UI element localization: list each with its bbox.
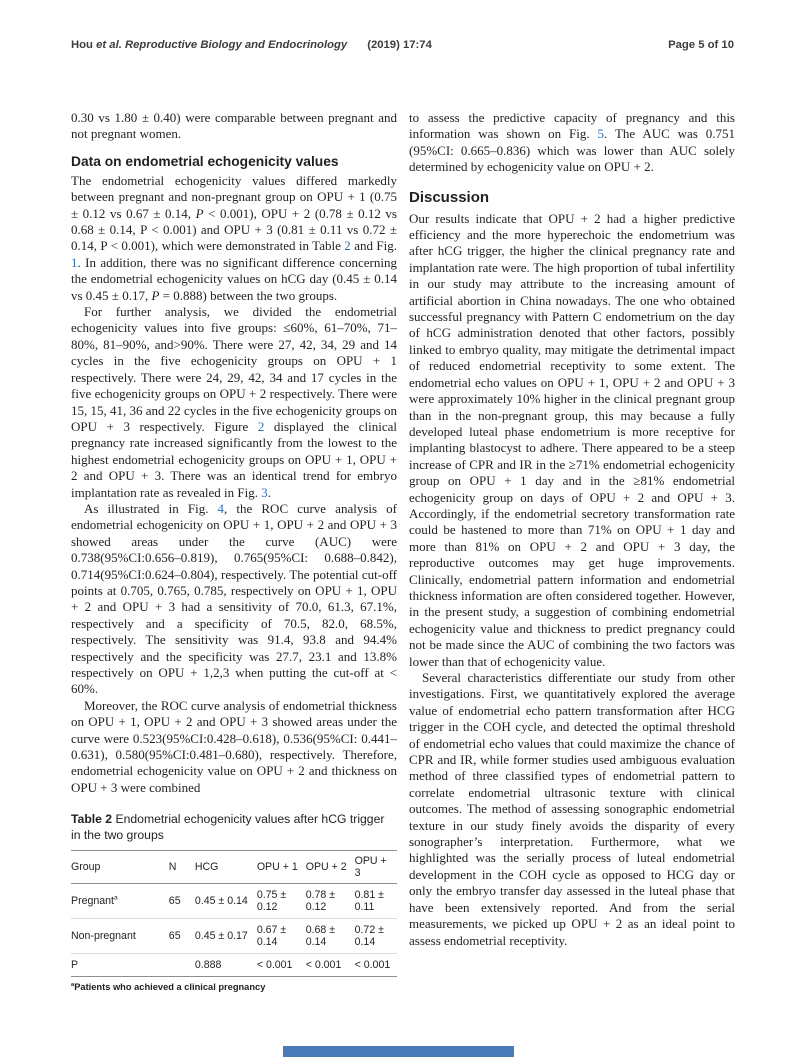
page-header [71, 39, 734, 51]
column-header-hcg: HCG [195, 851, 257, 884]
text-run: Several characteristics differentiate our study from other investigations. First, we quantitatively explored the average value of endometrial echo pattern transformation after HCG trigger in the COH cycle, and detected the optimal threshold of endometrial echo values that could maximize the chance of CPR and IR, while former studies used ambiguous evaluation method of three classified types of endometrial pattern to correlate endometrial ultrasonic texture with clinical outcomes. The method of assessing sonographic endometrial texture in our study finely avoids the disparity of every sonographer’s interpretation. Furthermore, what we highlighted was the serially process of luteal endometrial development in the COH cycle as opposed to HCG day or only the embryo transfer day assessed in the luteal phase that have been extensively reported. And from the serial measurements, we picked up OPU + 2 as an ideal point to assess endometrial receptivity. [409, 670, 735, 948]
paragraph [71, 173, 397, 304]
text-run: P [195, 205, 204, 221]
text-run: The endometrial echogenicity values differed markedly between pregnant and non-pregnant group on OPU + 1 (0.75 ± 0.12 vs 0.67 ± 0.14, [71, 172, 397, 221]
text-run: = 0.888) between the two groups. [159, 287, 338, 303]
text-run: et al. Reproductive Biology and Endocrinology [96, 39, 348, 51]
text-run: . The AUC was 0.751 (95%CI: 0.665–0.836) which was lower than AUC solely determined by echogenicity value on OPU + 2. [409, 126, 735, 175]
ref-link[interactable]: 4 [217, 500, 225, 516]
text-run: Hou [71, 39, 97, 51]
column-header-group: Group [71, 851, 169, 884]
text-run: As illustrated in Fig. [84, 500, 218, 516]
cell-opu3: 0.72 ± 0.14 [355, 919, 397, 954]
table-2-caption-label: Table 2 [71, 812, 113, 827]
next-page-figure-strip [283, 1046, 514, 1057]
ref-link[interactable]: 2 [344, 238, 351, 254]
table-header-row [71, 851, 397, 884]
citation-text [71, 39, 347, 51]
cell-n: 65 [169, 884, 195, 919]
paragraph-continued [409, 110, 735, 176]
text-run: to assess the predictive capacity of pregnancy and this information was shown on Fig. [409, 110, 735, 142]
cell-opu2: < 0.001 [306, 954, 355, 977]
text-run: 0.30 vs 1.80 ± 0.40) were comparable between pregnant and not pregnant women. [71, 110, 397, 142]
running-head [71, 39, 432, 51]
column-header-n: N [169, 851, 195, 884]
table-row [71, 954, 397, 977]
ref-link[interactable]: 2 [257, 418, 265, 434]
text-run: Moreover, the ROC curve analysis of endometrial thickness on OPU + 1, OPU + 2 and OPU + 3 showed areas under the curve were 0.523(95%CI:0.428–0.618), 0.536(95%CI: 0.441–0.631), 0.580(95%CI:0.481–0.680), respectively. Therefore, endometrial echogenicity value on OPU + 2 and thickness on OPU + 3 were combined [71, 697, 397, 795]
paragraph [409, 670, 735, 949]
cell-hcg: 0.45 ± 0.17 [195, 919, 257, 954]
paragraph [71, 698, 397, 796]
cell-opu2: 0.68 ± 0.14 [306, 919, 355, 954]
table-2-caption-text: Endometrial echogenicity values after hCG trigger in the two groups [71, 812, 385, 842]
ref-link[interactable]: 1 [71, 254, 78, 270]
table-2-caption [71, 812, 397, 843]
footnote-marker: a [114, 894, 118, 902]
paragraph [71, 501, 397, 698]
text-run: displayed the clinical pregnancy rate increased significantly from the lowest to the highest endometrial echogenicity groups on OPU + 1, OPU + 2 and OPU + 3. There was an identical trend for embryo implantation rate as revealed in Fig. [71, 418, 397, 500]
text-run: . [267, 484, 271, 500]
left-column [71, 110, 397, 1002]
cell-opu1: < 0.001 [257, 954, 306, 977]
table-2-footnote [71, 982, 397, 992]
ref-link[interactable]: 5 [597, 126, 605, 142]
text-run: P [151, 287, 160, 303]
section-heading-echogenicity: Data on endometrial echogenicity values [71, 153, 339, 169]
cell-text: Pregnant [71, 895, 114, 908]
footnote-marker: a [71, 982, 75, 989]
table-2 [71, 812, 397, 992]
cell-opu3: 0.81 ± 0.11 [355, 884, 397, 919]
paragraph-continued [71, 110, 397, 143]
issue-info: (2019) 17:74 [367, 39, 432, 51]
text-run: . In addition, there was no significant difference concerning the endometrial echogenicity values on hCG day (0.45 ± 0.14 vs 0.45 ± 0.17, [71, 254, 397, 303]
text-run: and Fig. [350, 238, 397, 254]
section-heading-discussion: Discussion [409, 188, 490, 206]
cell-n: 65 [169, 919, 195, 954]
text-run: , the ROC curve analysis of endometrial echogenicity on OPU + 1, OPU + 2 and OPU + 3 showed areas under the curve (AUC) were 0.738(95%CI:0.656–0.819), 0.765(95%CI: 0.688–0.842), 0.714(95%CI:0.624–0.804), respectively. The potential cut-off points at 0.705, 0.765, 0.785, respectively on OPU + 1, OPU + 2 and OPU + 3 had a sensitivity of 70.0, 61.3, 67.1%, respectively and a specificity of 70.5, 82.0, 68.5%, respectively. The sensitivity was 91.4, 93.8 and 94.4% respectively and the specificity was 27.7, 23.1 and 13.8% respectively on OPU + 1,2,3 when putting the cut-off at < 60%. [71, 500, 397, 697]
table-2-grid [71, 850, 397, 977]
right-column [409, 110, 735, 949]
paragraph [409, 211, 735, 670]
text-run: < 0.001), OPU + 2 (0.78 ± 0.12 vs 0.68 ± 0.14, P < 0.001) and OPU + 3 (0.81 ± 0.11 vs 0.72 ± 0.14, P < 0.001), which were demonstrated in Table [71, 205, 397, 254]
cell-hcg: 0.45 ± 0.14 [195, 884, 257, 919]
text-run: Our results indicate that OPU + 2 had a higher predictive efficiency and the more hyperechoic the endometrium was after hCG trigger, the higher the clinical pregnancy rate and implantation rate were. The high proportion of tubal infertility in our study may attribute to the increasing amount of artificial abortion in China nowadays. The one who obtained successful pregnancy with Pattern C endometrium on the day of hCG administration denoted that other factors, possibly linked to embryo quality, may mitigate the detrimental impact of reduced endometrial receptivity to some extent. The endometrial echo values on OPU + 1, OPU + 2 and OPU + 3 were approximately 10% higher in the clinical pregnant group than in the non-pregnant group, this may because a fully developed luteal phase endometrium is more receptive for implanting blastocyst to adhere. There appeared to be a steep increase of CPR and IR in the ≥71% endometrial echogenicity group on OPU + 1 day and in the ≥81% endometrial echogenicity group on days of OPU + 2 and OPU + 3. Accordingly, if the endometrial secretory transformation rate could be hastened to more than 71% on OPU + 1 day and more than 81% on OPU + 2 and OPU + 3 day, the reproductive outcomes may get huge improvements. Clinically, endometrial pattern information and endometrial thickness information are often considered together. However, in the present study, a suggestion of combining endometrial echogenicity value and thickness to predict pregnancy could not be made since the AUC of combining the two factors was lower than that of echogenicity value. [409, 210, 735, 669]
column-header-opu3: OPU + 3 [355, 851, 397, 884]
column-header-opu1: OPU + 1 [257, 851, 306, 884]
column-header-opu2: OPU + 2 [306, 851, 355, 884]
cell-opu2: 0.78 ± 0.12 [306, 884, 355, 919]
ref-link[interactable]: 3 [261, 484, 268, 500]
table-row [71, 884, 397, 919]
table-row [71, 919, 397, 954]
page-number: Page 5 of 10 [668, 39, 734, 51]
text-run: For further analysis, we divided the endometrial echogenicity values into five groups: ≤60%, 61–70%, 71–80%, 81–90%, and>90%. There were 27, 42, 34, 29 and 14 cycles in the five echogenicity groups on OPU + 1 respectively. There were 24, 29, 42, 34 and 17 cycles in the five echogenicity groups on OPU + 2 respectively. There were 15, 15, 41, 36 and 22 cycles in the five echogenicity groups on OPU + 3 respectively. Figure [71, 304, 398, 434]
cell-opu1: 0.67 ± 0.14 [257, 919, 306, 954]
cell-group: P [71, 954, 169, 977]
cell-hcg: 0.888 [195, 954, 257, 977]
cell-group: Non-pregnant [71, 919, 169, 954]
cell-n [169, 954, 195, 977]
cell-opu1: 0.75 ± 0.12 [257, 884, 306, 919]
footnote-text: Patients who achieved a clinical pregnancy [74, 982, 266, 993]
cell-opu3: < 0.001 [355, 954, 397, 977]
paragraph [71, 304, 397, 501]
cell-group [71, 884, 169, 919]
